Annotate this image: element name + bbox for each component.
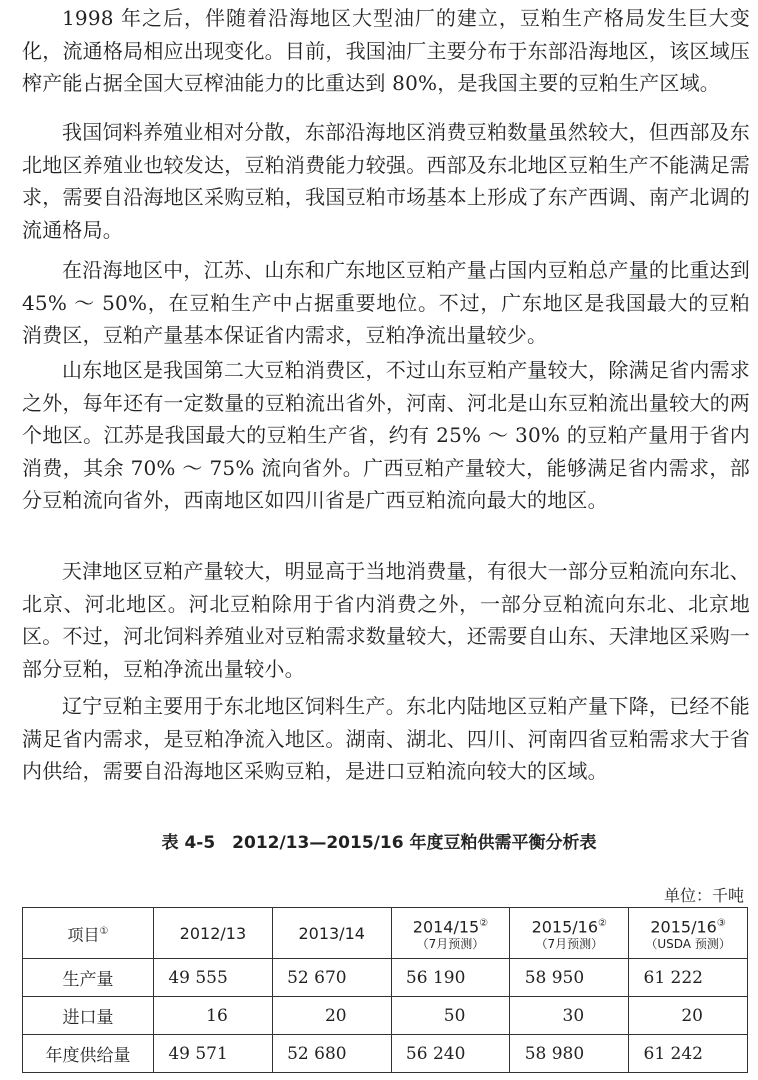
table-cell: 58 950 — [510, 959, 629, 997]
header-cell-2014-15: 2014/15② （7月预测） — [391, 908, 510, 959]
table-cell: 61 222 — [629, 959, 748, 997]
table-unit: 单位：千吨 — [663, 886, 744, 905]
paragraph-3: 在沿海地区中，江苏、山东和广东地区豆粕产量占国内豆粕总产量的比重达到 45% ～ 50%，在豆粕生产中占据重要地位。不过，广东地区是我国最大的豆粕消费区，豆粕产量基本保证省内需求，豆粕净流出量较少。 — [22, 258, 750, 347]
table-row — [23, 1035, 748, 1073]
row-label: 年度供给量 — [23, 1035, 154, 1073]
table-cell: 50 — [391, 997, 510, 1035]
row-label: 生产量 — [23, 959, 154, 997]
table-cell: 56 240 — [391, 1035, 510, 1073]
table-cell: 52 680 — [272, 1035, 391, 1073]
supply-demand-table — [22, 907, 748, 1073]
row-label: 进口量 — [23, 997, 154, 1035]
table-header-row — [23, 908, 748, 959]
table-cell: 52 670 — [272, 959, 391, 997]
table-cell: 16 — [154, 997, 273, 1035]
paragraph-5: 天津地区豆粕产量较大，明显高于当地消费量，有很大一部分豆粕流向东北、北京、河北地区。河北豆粕除用于省内消费之外，一部分豆粕流向东北、北京地区。不过，河北饲料养殖业对豆粕需求数量较大，还需要自山东、天津地区采购一部分豆粕，豆粕净流出量较小。 — [22, 559, 750, 681]
table-cell: 20 — [629, 997, 748, 1035]
table-cell: 61 242 — [629, 1035, 748, 1073]
paragraph-4: 山东地区是我国第二大豆粕消费区，不过山东豆粕产量较大，除满足省内需求之外，每年还有一定数量的豆粕流出省外，河南、河北是山东豆粕流出量较大的两个地区。江苏是我国最大的豆粕生产省，约有 25% ～ 30% 的豆粕产量用于省内消费，其余 70% ～ 75% 流向省外。广西豆粕产量较大，能够满足省内需求，部分豆粕流向省外，西南地区如四川省是广西豆粕流向最大的地区。 — [22, 358, 750, 512]
table-cell: 56 190 — [391, 959, 510, 997]
header-cell-2013-14: 2013/14 — [272, 908, 391, 959]
header-cell-2012-13: 2012/13 — [154, 908, 273, 959]
table-title: 表 4-5 2012/13—2015/16 年度豆粕供需平衡分析表 — [161, 833, 597, 853]
table-row — [23, 959, 748, 997]
table-cell: 20 — [272, 997, 391, 1035]
header-cell-2015-16-usda: 2015/16③ （USDA 预测） — [629, 908, 748, 959]
table-row — [23, 997, 748, 1035]
paragraph-1: 1998 年之后，伴随着沿海地区大型油厂的建立，豆粕生产格局发生巨大变化，流通格局相应出现变化。目前，我国油厂主要分布于东部沿海地区，该区域压榨产能占据全国大豆榨油能力的比重达到 80%，是我国主要的豆粕生产区域。 — [22, 6, 750, 95]
table-cell: 49 571 — [154, 1035, 273, 1073]
table-cell: 30 — [510, 997, 629, 1035]
paragraph-6: 辽宁豆粕主要用于东北地区饲料生产。东北内陆地区豆粕产量下降，已经不能满足省内需求，是豆粕净流入地区。湖南、湖北、四川、河南四省豆粕需求大于省内供给，需要自沿海地区采购豆粕，是进口豆粕流向较大的区域。 — [22, 694, 750, 783]
header-cell-2015-16-july: 2015/16② （7月预测） — [510, 908, 629, 959]
header-cell-item: 项目① — [23, 908, 154, 959]
paragraph-2: 我国饲料养殖业相对分散，东部沿海地区消费豆粕数量虽然较大，但西部及东北地区养殖业也较发达，豆粕消费能力较强。西部及东北地区豆粕生产不能满足需求，需要自沿海地区采购豆粕，我国豆粕市场基本上形成了东产西调、南产北调的流通格局。 — [22, 120, 750, 242]
table-cell: 58 980 — [510, 1035, 629, 1073]
table-cell: 49 555 — [154, 959, 273, 997]
